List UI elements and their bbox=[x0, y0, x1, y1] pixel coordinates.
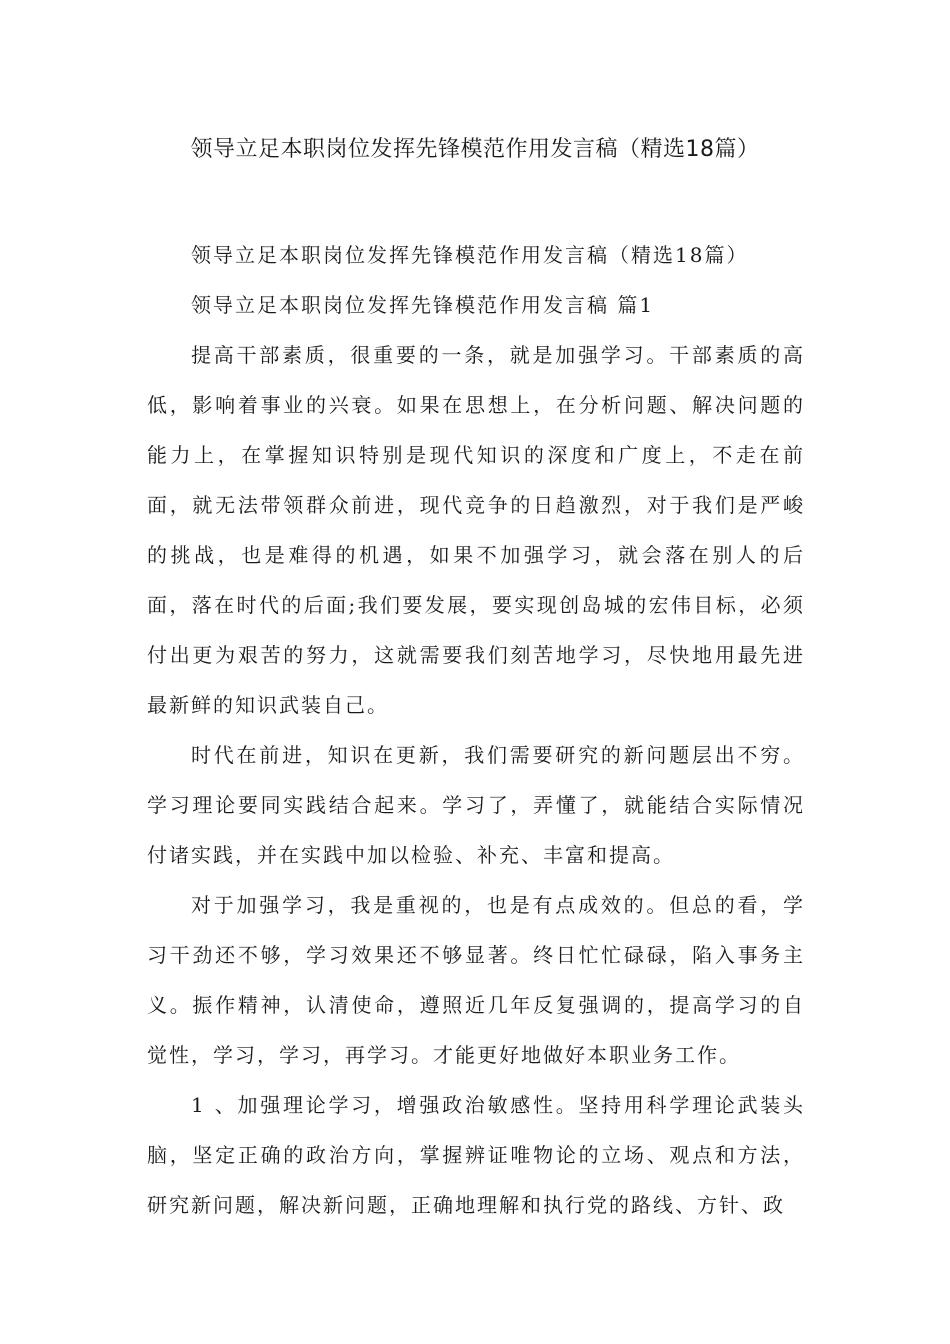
section-heading: 领导立足本职岗位发挥先锋模范作用发言稿 篇1 bbox=[191, 293, 655, 317]
document-body bbox=[147, 230, 805, 1230]
paragraph-1: 提高干部素质，很重要的一条，就是加强学习。干部素质的高低，影响着事业的兴衰。如果在思想上，在分析问题、解决问题的能力上，在掌握知识特别是现代知识的深度和广度上，不走在前面，就无法带领群众前进，现代竞争的日趋激烈，对于我们是严峻的挑战，也是难得的机遇，如果不加强学习，就会落在别人的后面，落在时代的后面;我们要发展，要实现创岛城的宏伟目标，必须付出更为艰苦的努力，这就需要我们刻苦地学习，尽快地用最先进最新鲜的知识武装自己。 bbox=[147, 343, 805, 717]
paragraph-4: 1 、加强理论学习，增强政治敏感性。坚持用科学理论武装头脑，坚定正确的政治方向，掌握辨证唯物论的立场、观点和方法，研究新问题，解决新问题，正确地理解和执行党的路线、方针、政 bbox=[147, 1093, 805, 1217]
paragraph-2: 时代在前进，知识在更新，我们需要研究的新问题层出不穷。学习理论要同实践结合起来。学习了，弄懂了，就能结合实际情况付诸实践，并在实践中加以检验、补充、丰富和提高。 bbox=[147, 743, 805, 867]
document-title: 领导立足本职岗位发挥先锋模范作用发言稿（精选18篇） bbox=[190, 137, 760, 162]
document-subtitle: 领导立足本职岗位发挥先锋模范作用发言稿（精选18篇） bbox=[191, 243, 749, 267]
paragraph-3: 对于加强学习，我是重视的，也是有点成效的。但总的看，学习干劲还不够，学习效果还不够显著。终日忙忙碌碌，陷入事务主义。振作精神，认清使命，遵照近几年反复强调的，提高学习的自觉性，学习，学习，再学习。才能更好地做好本职业务工作。 bbox=[147, 893, 805, 1067]
